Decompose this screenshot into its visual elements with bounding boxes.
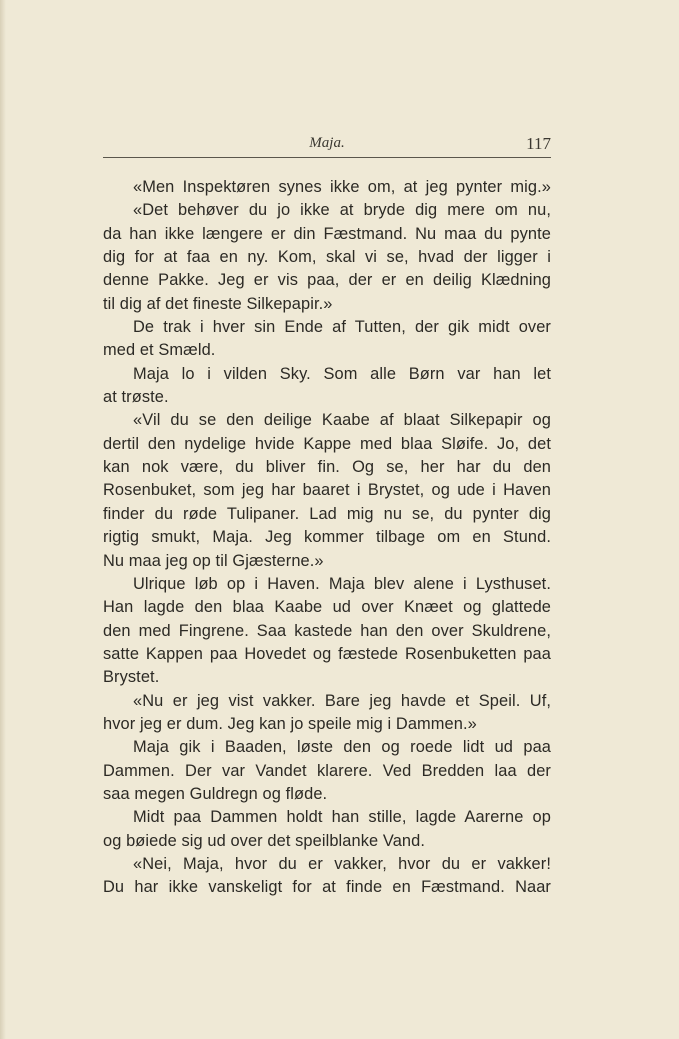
text-line: Midt paa Dammen holdt han stille, lagde Aarerne op	[133, 808, 551, 827]
text-line: Han lagde den blaa Kaabe ud over Knæet og glattede	[103, 598, 551, 617]
text-line: og bøiede sig ud over det speilblanke Vand.	[103, 831, 426, 850]
text-line: da han ikke længere er din Fæstmand. Nu maa du pynte	[103, 224, 551, 243]
text-line: Brystet.	[103, 668, 160, 687]
page-edge	[0, 0, 6, 1039]
header-rule	[103, 157, 551, 158]
text-line: denne Pakke. Jeg er vis paa, der er en deilig Klædning	[103, 271, 551, 290]
text-line: satte Kappen paa Hovedet og fæstede Rosenbuketten paa	[103, 644, 551, 663]
text-line: Nu maa jeg op til Gjæsterne.»	[103, 551, 324, 570]
text-line: dertil den nydelige hvide Kappe med blaa Sløife. Jo, det	[103, 434, 551, 453]
text-line: «Men Inspektøren synes ikke om, at jeg pynter mig.»	[133, 178, 551, 196]
text-line: at trøste.	[103, 388, 169, 407]
text-line: hvor jeg er dum. Jeg kan jo speile mig i Dammen.»	[103, 714, 477, 733]
text-line: finder du røde Tulipaner. Lad mig nu se, du pynter dig	[103, 504, 551, 523]
text-line: «Nu er jeg vist vakker. Bare jeg havde et Speil. Uf,	[133, 691, 551, 710]
text-line: Maja gik i Baaden, løste den og roede lidt ud paa	[133, 738, 551, 757]
text-line: med et Smæld.	[103, 341, 216, 360]
text-line: den med Fingrene. Saa kastede han den over Skuldrene,	[103, 621, 551, 640]
text-line: Rosenbuket, som jeg har baaret i Brystet, og ude i Haven	[103, 481, 551, 500]
text-line: Du har ikke vanskeligt for at finde en Fæstmand. Naar	[103, 878, 551, 897]
running-title: Maja.	[309, 135, 345, 151]
text-line: «Vil du se den deilige Kaabe af blaat Silkepapir og	[133, 411, 551, 430]
text-line: saa megen Guldregn og fløde.	[103, 784, 328, 803]
text-line: «Nei, Maja, hvor du er vakker, hvor du er vakker!	[133, 854, 551, 873]
text-line: dig for at faa en ny. Kom, skal vi se, hvad der ligger i	[103, 248, 551, 267]
body-text	[103, 176, 551, 900]
page-number: 117	[526, 134, 551, 153]
text-line: rigtig smukt, Maja. Jeg kommer tilbage om en Stund.	[103, 528, 551, 547]
page-header	[103, 132, 551, 158]
text-line: til dig af det fineste Silkepapir.»	[103, 294, 333, 313]
text-line: kan nok være, du bliver fin. Og se, her har du den	[103, 458, 551, 477]
text-line: «Det behøver du jo ikke at bryde dig mere om nu,	[133, 201, 551, 220]
text-line: Ulrique løb op i Haven. Maja blev alene i Lysthuset.	[133, 574, 551, 593]
text-line: De trak i hver sin Ende af Tutten, der gik midt over	[133, 318, 551, 337]
text-line: Dammen. Der var Vandet klarere. Ved Bredden laa der	[103, 761, 551, 780]
text-line: Maja lo i vilden Sky. Som alle Børn var han let	[133, 364, 551, 383]
